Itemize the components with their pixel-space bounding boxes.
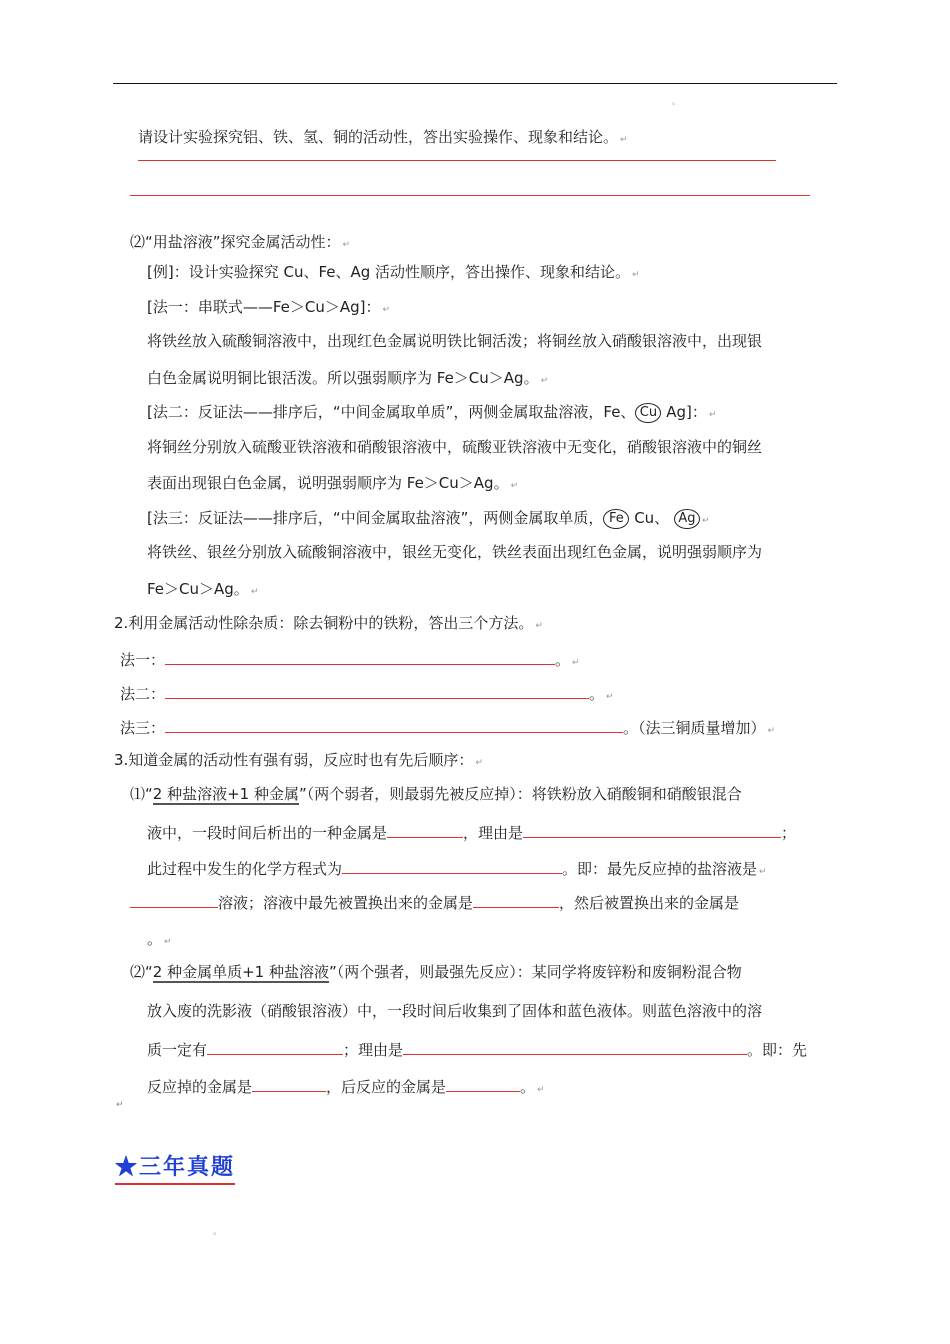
q3-part2-line2: 放入废的洗影液（硝酸银溶液）中，一段时间后收集到了固体和蓝色液体。则蓝色溶液中的溶 <box>147 1002 763 1020</box>
paragraph-mark: ↵ <box>116 1100 124 1110</box>
q2-title: 2.利用金属活动性除杂质：除去铜粉中的铁粉，答出三个方法。 ↵ <box>114 614 543 632</box>
answer-line-1[interactable] <box>138 160 776 161</box>
method2-line1: 将铜丝分别放入硫酸亚铁溶液和硝酸银溶液中，硫酸亚铁溶液中无变化，硝酸银溶液中的铜丝 <box>147 438 763 456</box>
circled-ag: Ag <box>674 509 700 529</box>
q3-part1-line1: ⑴“2 种盐溶液+1 种金属”（两个弱者，则最弱先被反应掉）：将铁粉放入硝酸铜和硝酸银混合 <box>130 785 742 803</box>
section-title-three-years: ★三年真题 <box>115 1150 235 1185</box>
q3-blank-solute[interactable] <box>207 1038 343 1055</box>
q3-blank-reason-2[interactable] <box>403 1038 747 1055</box>
q3-blank-reason[interactable] <box>523 821 781 838</box>
q3-blank-first-metal[interactable] <box>473 891 559 908</box>
method3-line2: Fe＞Cu＞Ag。 ↵ <box>147 580 259 598</box>
q3-part2-line3: 质一定有 ；理由是 。即：先 <box>147 1038 807 1060</box>
q2-method1: 法一： 。 ↵ <box>120 648 580 673</box>
s2-heading: ⑵“用盐溶液”探究金属活动性： ↵ <box>130 233 351 251</box>
header-rule <box>113 83 837 84</box>
q3-part2-line1: ⑵“2 种金属单质+1 种盐溶液”（两个强者，则最强先反应）：某同学将废锌粉和废铜粉混合物 <box>130 963 742 981</box>
q3-part1-line2: 液中，一段时间后析出的一种金属是 ，理由是 ； <box>147 821 796 843</box>
method1-title: [法一：串联式——Fe＞Cu＞Ag]： ↵ <box>147 298 391 316</box>
q3-blank-later-reacted[interactable] <box>446 1075 520 1092</box>
q2-method2: 法二： 。 ↵ <box>120 682 614 707</box>
q3-title: 3.知道金属的活动性有强有弱，反应时也有先后顺序： ↵ <box>114 751 483 769</box>
method3-title: [法三：反证法——排序后，“中间金属取盐溶液”，两侧金属取单质， Fe Cu、 Ag ↵ <box>147 509 710 527</box>
q3-part1-line3: 此过程中发生的化学方程式为 。即：最先反应掉的盐溶液是 ↵ <box>147 857 767 882</box>
method1-line2: 白色金属说明铜比银活泼。所以强弱顺序为 Fe＞Cu＞Ag。 ↵ <box>147 369 549 387</box>
q3-blank-equation[interactable] <box>342 857 562 874</box>
footer-mark: 。 <box>213 1227 223 1237</box>
q3-part1-line4: 溶液；溶液中最先被置换出来的金属是 ，然后被置换出来的金属是 <box>130 891 739 913</box>
q2-method3: 法三： 。（法三铜质量增加） ↵ <box>120 716 775 741</box>
method2-title: [法二：反证法——排序后，“中间金属取单质”，两侧金属取盐溶液，Fe、 Cu Ag]： ↵ <box>147 403 717 421</box>
q3-blank-metal[interactable] <box>387 821 463 838</box>
method2-line2: 表面出现银白色金属，说明强弱顺序为 Fe＞Cu＞Ag。 ↵ <box>147 474 519 492</box>
circled-fe: Fe <box>603 509 629 529</box>
q3-blank-first-reacted[interactable] <box>252 1075 326 1092</box>
method3-line1: 将铁丝、银丝分别放入硫酸铜溶液中，银丝无变化，铁丝表面出现红色金属，说明强弱顺序为 <box>147 543 763 561</box>
q2-blank-1[interactable] <box>165 648 555 665</box>
s1-prompt: 请设计实验探究铝、铁、氢、铜的活动性，答出实验操作、现象和结论。 ↵ <box>138 128 628 146</box>
q2-blank-2[interactable] <box>165 682 589 699</box>
q3-blank-salt[interactable] <box>130 891 218 908</box>
header-mark: 。 <box>672 97 682 107</box>
method1-line1: 将铁丝放入硫酸铜溶液中，出现红色金属说明铁比铜活泼；将铜丝放入硝酸银溶液中，出现银 <box>147 332 763 350</box>
q3-part2-line4: 反应掉的金属是 ，后反应的金属是 。 ↵ <box>147 1075 545 1100</box>
s2-example: [例]：设计实验探究 Cu、Fe、Ag 活动性顺序，答出操作、现象和结论。 ↵ <box>147 263 640 281</box>
circled-cu: Cu <box>635 403 661 423</box>
q3-part1-line5: 。 ↵ <box>147 930 172 948</box>
answer-line-2[interactable] <box>130 195 810 196</box>
q2-blank-3[interactable] <box>165 716 623 733</box>
